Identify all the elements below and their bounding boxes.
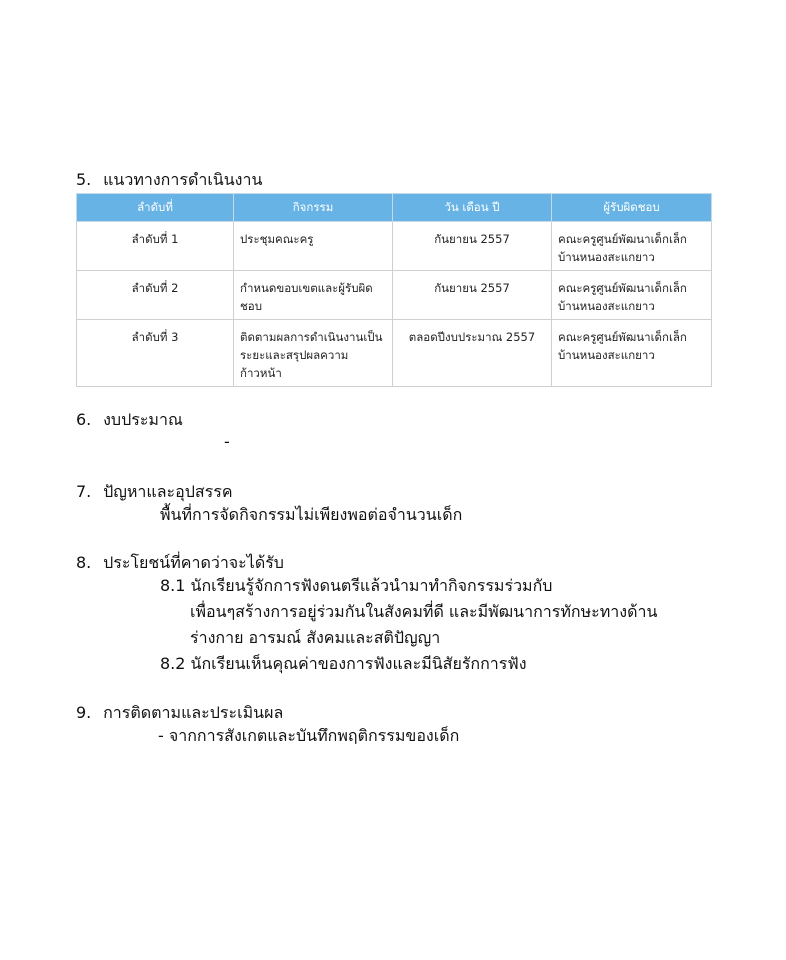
section-5-heading (76, 170, 262, 190)
section-7-heading (76, 482, 233, 502)
header-order: ลำดับที่ (77, 194, 234, 222)
cell-activity: กำหนดขอบเขตและผู้รับผิดชอบ (234, 271, 393, 320)
section-8-number: 8. (76, 553, 92, 572)
header-date: วัน เดือน ปี (393, 194, 552, 222)
header-owner: ผู้รับผิดชอบ (552, 194, 712, 222)
section-8-title: ประโยชน์ที่คาดว่าจะได้รับ (103, 553, 284, 572)
evaluation-text: - จากการสังเกตและบันทึกพฤติกรรมของเด็ก (158, 726, 460, 745)
table-header-row (77, 194, 712, 222)
table-row (77, 222, 712, 271)
activity-table (76, 193, 712, 387)
section-9-number: 9. (76, 703, 92, 722)
cell-order: ลำดับที่ 3 (77, 320, 234, 387)
benefit-item-2: 8.2 นักเรียนเห็นคุณค่าของการฟังและมีนิสัยรักการฟัง (160, 654, 527, 673)
benefit-item-1: 8.1 นักเรียนรู้จักการฟังดนตรีแล้วนำมาทำกิจกรรมร่วมกับ (160, 576, 553, 595)
cell-activity: ติดตามผลการดำเนินงานเป็นระยะและสรุปผลความก้าวหน้า (234, 320, 393, 387)
cell-date: ตลอดปีงบประมาณ 2557 (393, 320, 552, 387)
cell-owner: คณะครูศูนย์พัฒนาเด็กเล็กบ้านหนองสะแกยาว (552, 222, 712, 271)
benefit-item-1-line-3: ร่างกาย อารมณ์ สังคมและสติปัญญา (190, 628, 441, 647)
table-row (77, 320, 712, 387)
cell-owner: คณะครูศูนย์พัฒนาเด็กเล็กบ้านหนองสะแกยาว (552, 320, 712, 387)
cell-date: กันยายน 2557 (393, 271, 552, 320)
cell-order: ลำดับที่ 1 (77, 222, 234, 271)
cell-date: กันยายน 2557 (393, 222, 552, 271)
section-8-heading (76, 553, 284, 573)
cell-activity: ประชุมคณะครู (234, 222, 393, 271)
budget-value: - (224, 432, 230, 451)
section-7-title: ปัญหาและอุปสรรค (103, 482, 233, 501)
section-9-heading (76, 703, 283, 723)
section-5-title: แนวทางการดำเนินงาน (103, 170, 263, 189)
section-5-number: 5. (76, 170, 92, 189)
section-6-number: 6. (76, 410, 92, 429)
section-9-title: การติดตามและประเมินผล (103, 703, 284, 722)
cell-owner: คณะครูศูนย์พัฒนาเด็กเล็กบ้านหนองสะแกยาว (552, 271, 712, 320)
section-7-number: 7. (76, 482, 92, 501)
problem-text: พื้นที่การจัดกิจกรรมไม่เพียงพอต่อจำนวนเด็ก (160, 505, 463, 524)
section-6-title: งบประมาณ (103, 410, 183, 429)
table-row (77, 271, 712, 320)
section-6-heading (76, 410, 183, 430)
benefit-item-1-line-2: เพื่อนๆสร้างการอยู่ร่วมกันในสังคมที่ดี และมีพัฒนาการทักษะทางด้าน (190, 602, 658, 621)
header-activity: กิจกรรม (234, 194, 393, 222)
cell-order: ลำดับที่ 2 (77, 271, 234, 320)
